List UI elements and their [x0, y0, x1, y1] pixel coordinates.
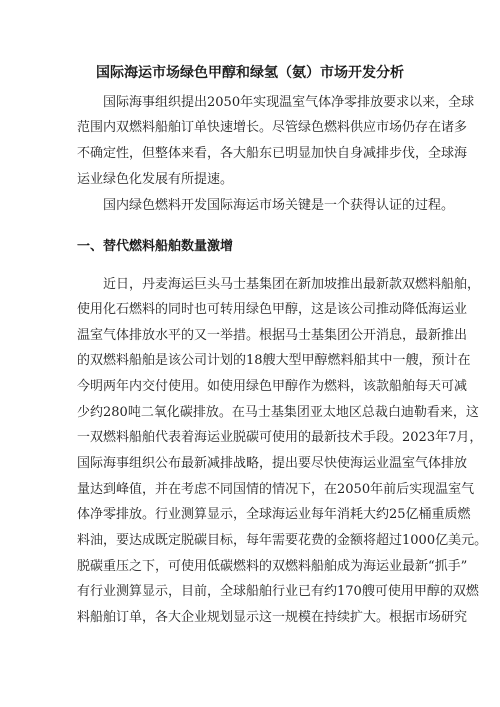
- section-heading: 一、替代燃料船舶数量激增: [77, 239, 234, 254]
- paragraph-line: 范围内双燃料船舶订单快速增长。尽管绿色燃料供应市场仍存在诸多: [77, 120, 468, 135]
- paragraph-line: 量达到峰值，并在考虑不同国情的情况下，在2050年前后实现温室气: [77, 482, 475, 497]
- paragraph-line: 料船舶订单，各大企业规划显示这一规模在持续扩大。根据市场研究: [77, 610, 468, 625]
- paragraph-line: 温室气体排放水平的又一举措。根据马士基集团公开消息，最新推出: [77, 328, 468, 343]
- paragraph-line: 运业绿色化发展有所提速。: [77, 172, 234, 187]
- paragraph-line: 使用化石燃料的同时也可转用绿色甲醇，这是该公司推动降低海运业: [77, 302, 468, 317]
- paragraph-line: 今明两年内交付使用。如使用绿色甲醇作为燃料，该款船舶每天可减: [77, 379, 468, 394]
- paragraph-line: 国际海事组织提出2050年实现温室气体净零排放要求以来，全球: [103, 95, 475, 110]
- paragraph-line: 不确定性，但整体来看，各大船东已明显加快自身减排步伐，全球海: [77, 146, 468, 161]
- paragraph-line: 近日，丹麦海运巨头马士基集团在新加坡推出最新款双燃料船舶，: [103, 277, 481, 292]
- paragraph-line: 的双燃料船舶是该公司计划的18艘大型甲醇燃料船其中一艘，预计在: [77, 353, 471, 368]
- document-title: 国际海运市场绿色甲醇和绿氢（氨）市场开发分析: [96, 65, 404, 81]
- paragraph-line: 一双燃料船舶代表着海运业脱碳可使用的最新技术手段。2023年7月，: [77, 430, 483, 445]
- paragraph-line: 有行业测算显示，目前，全球船舶行业已有约170艘可使用甲醇的双燃: [77, 584, 479, 599]
- paragraph-line: 国内绿色燃料开发国际海运市场关键是一个获得认证的过程。: [103, 198, 455, 213]
- paragraph-line: 国际海事组织公布最新减排战略，提出要尽快使海运业温室气体排放: [77, 456, 468, 471]
- paragraph-line: 料油，要达成既定脱碳目标，每年需要花费的金额将超过1000亿美元。: [77, 533, 488, 548]
- paragraph-line: 少约280吨二氧化碳排放。在马士基集团亚太地区总裁白迪勒看来，这: [77, 405, 479, 420]
- paragraph-line: 脱碳重压之下，可使用低碳燃料的双燃料船舶成为海运业最新“抓手”: [77, 559, 468, 574]
- paragraph-line: 体净零排放。行业测算显示，全球海运业每年消耗大约25亿桶重质燃: [77, 507, 471, 522]
